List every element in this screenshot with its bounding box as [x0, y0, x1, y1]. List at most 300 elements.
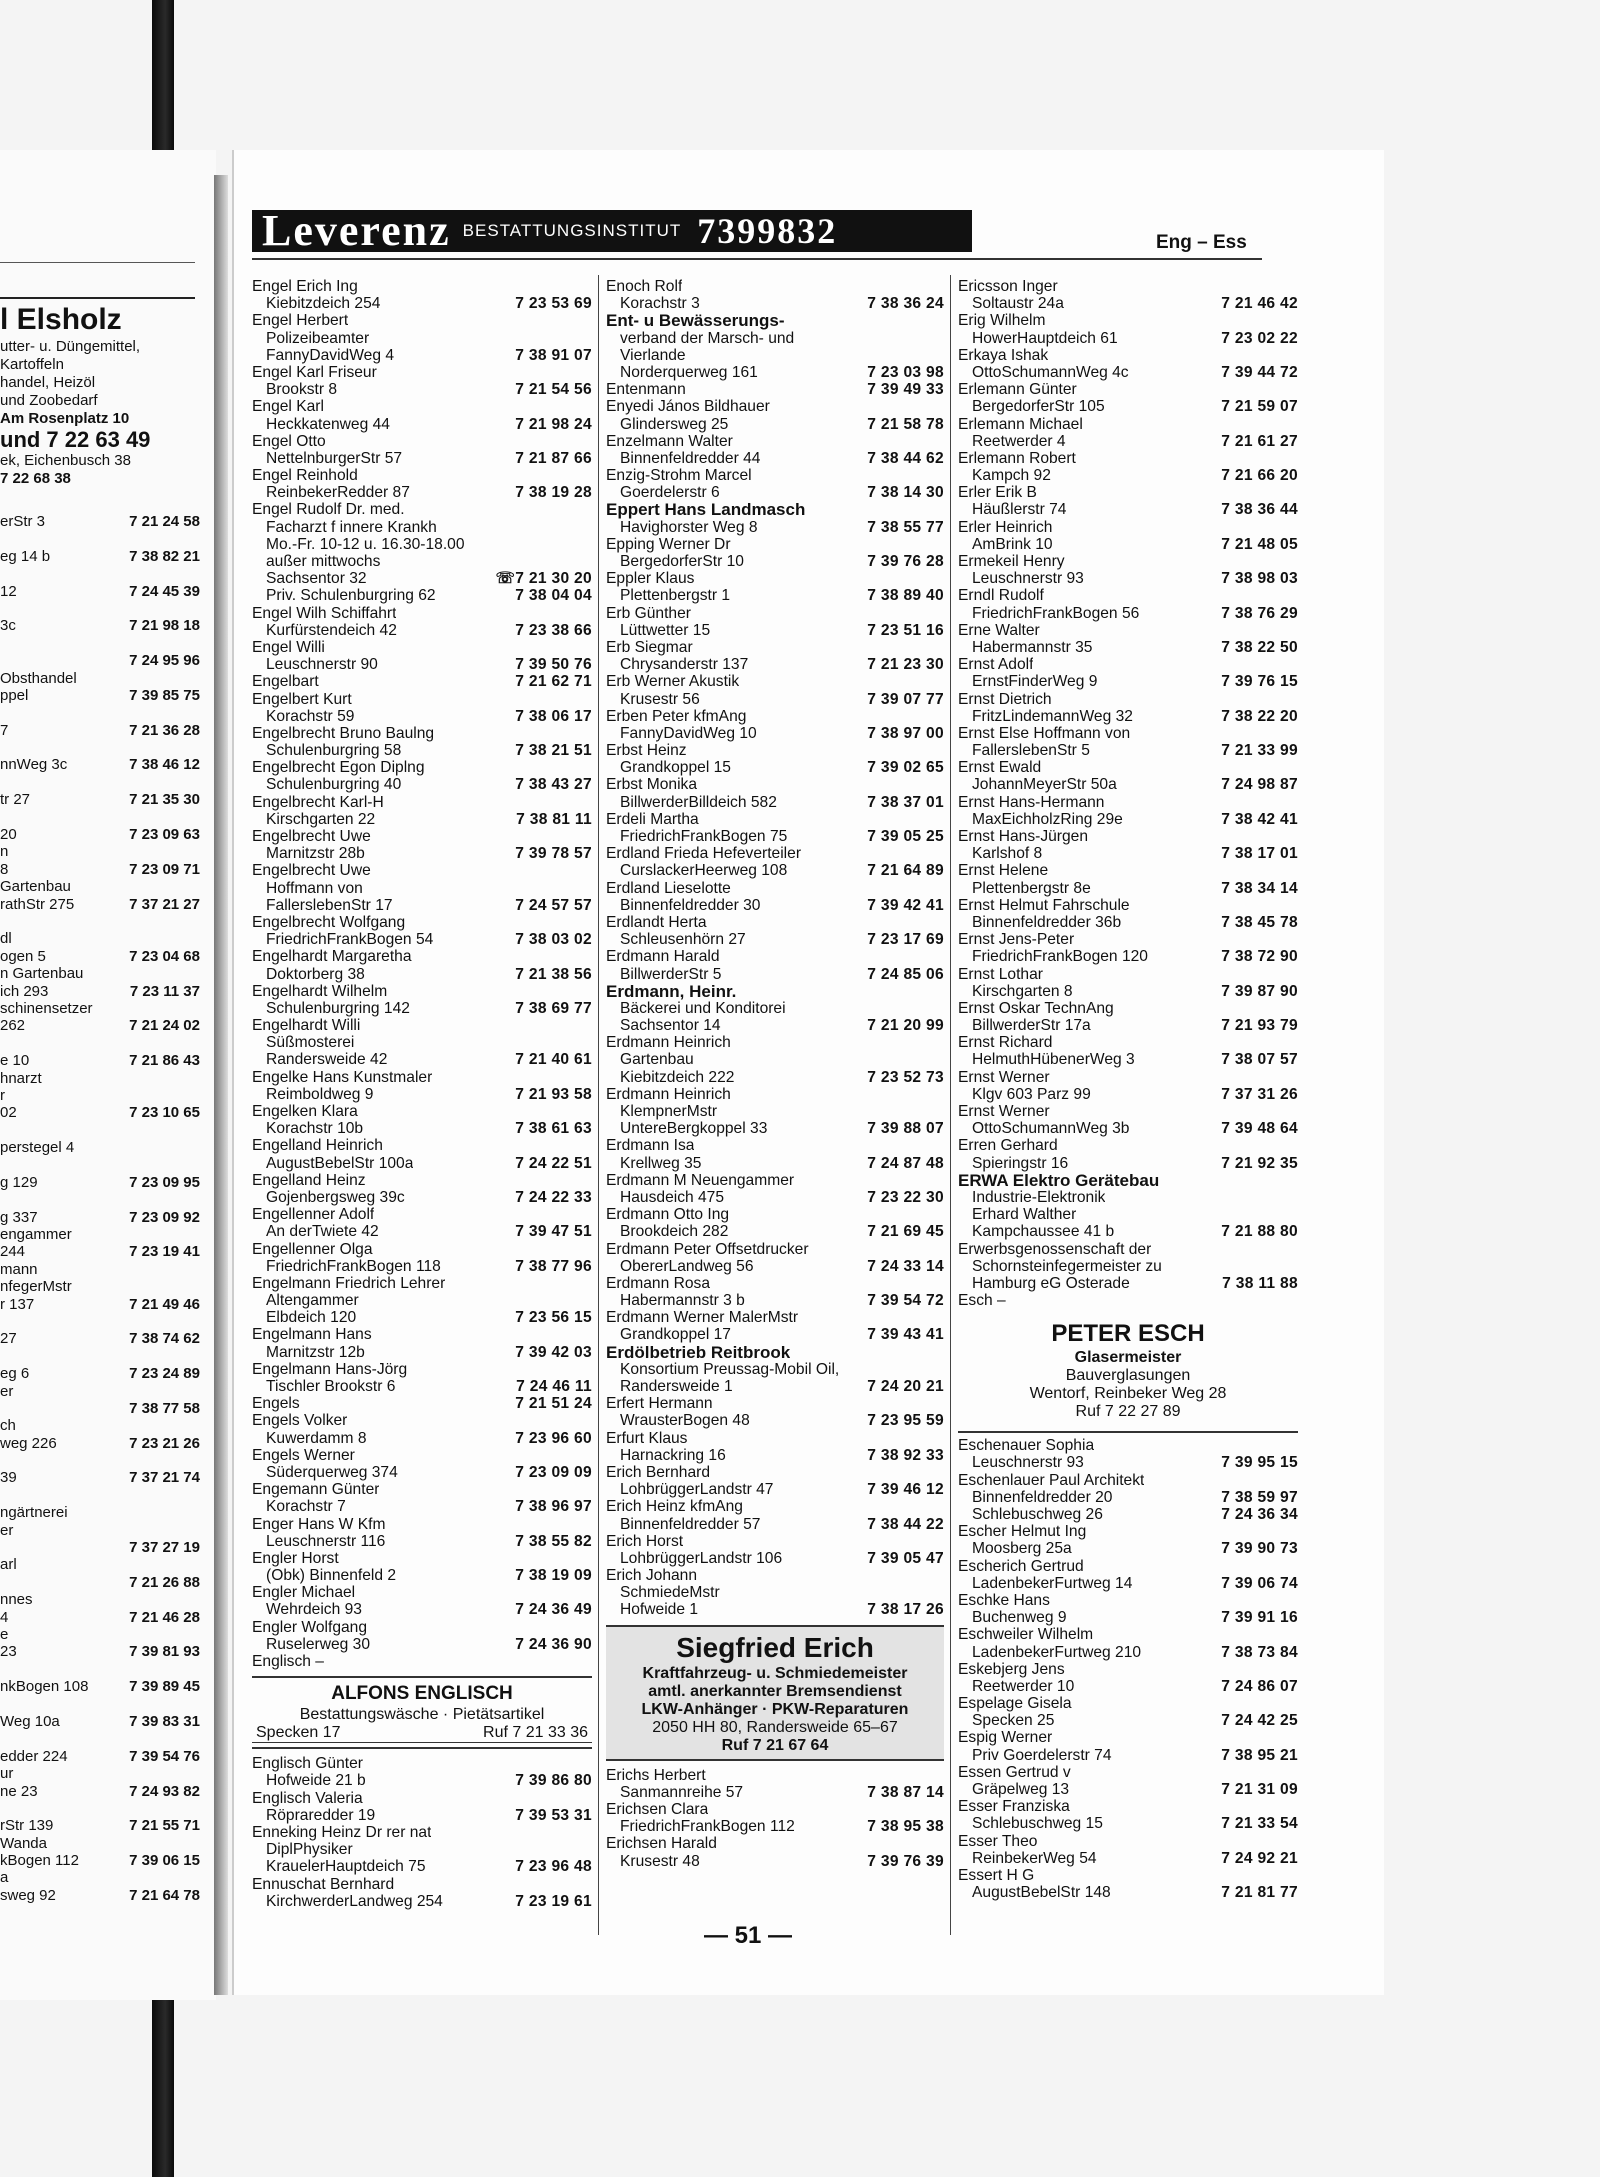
- entry-list: [958, 1437, 1298, 1901]
- prev-entry: [0, 1643, 200, 1660]
- entry-text: Esser Theo: [958, 1832, 1038, 1850]
- entry-phone: 7 24 42 25: [1221, 1712, 1298, 1730]
- entry-phone: [588, 1103, 592, 1120]
- prev-ad-line: utter- u. Düngemittel,: [0, 338, 141, 355]
- directory-entry: [252, 880, 592, 897]
- directory-entry: [252, 1619, 592, 1636]
- prev-entry-text: kBogen 112: [0, 1852, 79, 1870]
- prev-entry-phone: 7 23 09 63: [129, 826, 200, 844]
- entry-phone: [588, 501, 592, 518]
- entry-phone: [940, 536, 944, 553]
- entry-text: Engelke Hans Kunstmaler: [252, 1068, 433, 1086]
- prev-entry-phone: 7 23 09 92: [129, 1208, 200, 1226]
- entry-phone: [1294, 759, 1298, 776]
- entry-phone: [1294, 1626, 1298, 1643]
- prev-entry: [0, 948, 200, 965]
- prev-entry-text: ur: [0, 1765, 14, 1783]
- entry-phone: 7 38 21 51: [515, 742, 592, 760]
- entry-phone: 7 24 22 51: [515, 1154, 592, 1172]
- directory-entry: [252, 1498, 592, 1515]
- directory-entry: [606, 983, 944, 1000]
- entry-phone: 7 39 05 47: [867, 1549, 944, 1567]
- entry-text: BillwerderStr 5: [620, 965, 722, 983]
- entry-phone: [588, 914, 592, 931]
- directory-entry: [958, 1454, 1298, 1471]
- prev-entry-text: 23: [0, 1643, 17, 1661]
- directory-entry: [252, 398, 592, 415]
- entry-phone: [588, 1069, 592, 1086]
- entry-phone: [588, 1653, 592, 1670]
- directory-entry: [252, 1051, 592, 1068]
- entry-text: Korachstr 7: [266, 1498, 346, 1516]
- entry-text: OttoSchumannWeg 4c: [972, 363, 1129, 381]
- entry-phone: 7 39 53 31: [515, 1806, 592, 1824]
- directory-entry: [252, 1275, 592, 1292]
- entry-text: Engellenner Olga: [252, 1240, 373, 1258]
- prev-entry-phone: 7 38 74 62: [129, 1330, 200, 1348]
- entry-text: Marnitzstr 28b: [266, 845, 365, 863]
- entry-phone: 7 38 73 84: [1221, 1643, 1298, 1661]
- entry-phone: 7 39 91 16: [1221, 1609, 1298, 1627]
- entry-phone: 7 38 98 03: [1221, 570, 1298, 588]
- entry-text: Wehrdeich 93: [266, 1601, 362, 1619]
- prev-entry: [0, 1591, 200, 1608]
- entry-text: Korachstr 3: [620, 295, 700, 313]
- prev-entry: [0, 670, 200, 687]
- directory-entry: [252, 1430, 592, 1447]
- entry-phone: [1294, 1661, 1298, 1678]
- entry-phone: 7 38 95 38: [867, 1818, 944, 1836]
- entry-text: Leuschnerstr 116: [266, 1532, 386, 1550]
- directory-entry: [252, 1378, 592, 1395]
- directory-entry: [958, 1137, 1298, 1154]
- directory-entry: [252, 828, 592, 845]
- entry-text: ReinbekerRedder 87: [266, 484, 410, 502]
- directory-entry: [252, 862, 592, 879]
- directory-entry: [958, 914, 1298, 931]
- prev-entry: [0, 600, 200, 617]
- entry-list: [252, 1755, 592, 1910]
- entry-text: Bäckerei und Konditorei: [620, 999, 786, 1017]
- entry-phone: [940, 1344, 944, 1361]
- prev-entry: [0, 1035, 200, 1052]
- entry-phone: [588, 1412, 592, 1429]
- entry-text: außer mittwochs: [266, 553, 381, 570]
- entry-text: Ernst Richard: [958, 1034, 1053, 1052]
- entry-phone: [940, 433, 944, 450]
- entry-phone: 7 38 55 77: [867, 518, 944, 536]
- entry-phone: [1294, 725, 1298, 742]
- entry-phone: 7 21 93 58: [515, 1085, 592, 1103]
- entry-text: DiplPhysiker: [266, 1841, 353, 1859]
- entry-text: Engelbrecht Wolfgang: [252, 913, 406, 931]
- directory-entry: [958, 381, 1298, 398]
- entry-text: Englisch –: [252, 1653, 324, 1670]
- entry-text: Reetwerder 10: [972, 1677, 1075, 1695]
- entry-text: Engelhardt Willi: [252, 1017, 361, 1035]
- entry-text: Erdmann Werner MalerMstr: [606, 1309, 799, 1327]
- directory-entry: [958, 1626, 1298, 1643]
- entry-text: Erfurt Klaus: [606, 1429, 688, 1447]
- directory-entry: [958, 553, 1298, 570]
- column-3: [958, 278, 1298, 1901]
- entry-phone: [1294, 1523, 1298, 1540]
- prev-entry-text: edder 224: [0, 1747, 68, 1765]
- prev-entry: [0, 1261, 200, 1278]
- entry-phone: [940, 708, 944, 725]
- prev-entry: [0, 1139, 200, 1156]
- directory-entry: [958, 1575, 1298, 1592]
- prev-entry-text: r: [0, 1086, 5, 1104]
- entry-phone: 7 38 11 88: [1222, 1274, 1298, 1292]
- entry-text: Erichs Herbert: [606, 1766, 706, 1784]
- directory-entry: [252, 1189, 592, 1206]
- entry-phone: 7 24 33 14: [867, 1257, 944, 1275]
- directory-entry: [958, 983, 1298, 1000]
- directory-entry: [606, 708, 944, 725]
- entry-text: BillwerderBilldeich 582: [620, 793, 777, 811]
- directory-entry: [252, 1636, 592, 1653]
- entry-text: Engel Reinhold: [252, 467, 358, 485]
- entry-phone: [940, 983, 944, 1000]
- entry-text: Engel Willi: [252, 638, 325, 656]
- entry-text: Erben Peter kfmAng: [606, 707, 747, 725]
- entry-text: Schlebuschweg 26: [972, 1506, 1103, 1523]
- entry-phone: 7 23 09 09: [515, 1463, 592, 1481]
- directory-entry: [252, 278, 592, 295]
- entry-text: LadenbekerFurtweg 210: [972, 1643, 1142, 1661]
- prev-entry: [0, 896, 200, 913]
- entry-text: Ernst Jens-Peter: [958, 931, 1075, 949]
- directory-entry: [252, 811, 592, 828]
- entry-text: Engel Wilh Schiffahrt: [252, 604, 397, 622]
- prev-entry: [0, 1852, 200, 1869]
- directory-entry: [252, 1550, 592, 1567]
- ad-phone: Ruf 7 21 33 36: [483, 1724, 588, 1742]
- prev-entry-text: Wanda: [0, 1834, 47, 1852]
- entry-text: Erb Günther: [606, 604, 691, 622]
- directory-entry: [958, 587, 1298, 604]
- entry-phone: [940, 1361, 944, 1378]
- directory-entry: [252, 1824, 592, 1841]
- page-gutter: [214, 175, 228, 1995]
- directory-entry: [606, 1481, 944, 1498]
- entry-phone: 7 23 96 48: [515, 1858, 592, 1876]
- prev-entry-phone: 7 39 81 93: [129, 1643, 200, 1661]
- directory-entry: [606, 1447, 944, 1464]
- directory-entry: [252, 570, 592, 587]
- entry-phone: [1294, 1472, 1298, 1489]
- entry-phone: 7 38 91 07: [515, 346, 592, 364]
- entry-phone: [940, 467, 944, 484]
- prev-entry: [0, 1400, 200, 1417]
- entry-text: Eppler Klaus: [606, 570, 695, 588]
- entry-phone: 7 23 03 98: [867, 363, 944, 381]
- entry-phone: [588, 1824, 592, 1841]
- entry-text: Erich Horst: [606, 1532, 684, 1550]
- entry-phone: 7 24 57 57: [515, 896, 592, 914]
- entry-text: BergedorferStr 10: [620, 553, 744, 570]
- directory-entry: [252, 931, 592, 948]
- prev-entry-phone: 7 39 06 15: [129, 1852, 200, 1870]
- leverenz-banner-ad: [252, 206, 972, 255]
- directory-entry: [606, 1241, 944, 1258]
- directory-entry: [958, 639, 1298, 656]
- entry-phone: [1294, 347, 1298, 364]
- directory-entry: [252, 639, 592, 656]
- entry-text: Englisch Günter: [252, 1755, 363, 1773]
- directory-entry: [252, 1223, 592, 1240]
- entry-text: Schornsteinfegermeister zu: [972, 1257, 1162, 1275]
- entry-text: Esser Franziska: [958, 1798, 1070, 1816]
- entry-text: Engellenner Adolf: [252, 1206, 375, 1224]
- directory-entry: [958, 312, 1298, 329]
- entry-text: Engelbrecht Uwe: [252, 828, 371, 845]
- entry-phone: [588, 312, 592, 329]
- prev-entry-phone: 7 23 09 71: [129, 860, 200, 878]
- directory-entry: [958, 1729, 1298, 1746]
- prev-entry-phone: 7 21 46 28: [129, 1608, 200, 1626]
- entry-text: Elbdeich 120: [266, 1309, 357, 1327]
- directory-entry: [252, 484, 592, 501]
- directory-entry: [958, 1781, 1298, 1798]
- entry-text: Englisch Valeria: [252, 1789, 363, 1807]
- prev-entry: [0, 565, 200, 582]
- entry-text: Industrie-Elektronik: [972, 1188, 1106, 1206]
- entry-text: An derTwiete 42: [266, 1223, 379, 1241]
- prev-entry: [0, 1417, 200, 1434]
- directory-entry: [958, 1472, 1298, 1489]
- directory-entry: [606, 1412, 944, 1429]
- entry-phone: 7 39 54 72: [867, 1292, 944, 1310]
- entry-phone: [588, 1619, 592, 1636]
- prev-entry: [0, 704, 200, 721]
- prev-entry-text: er: [0, 1521, 14, 1539]
- entry-text: Eskebjerg Jens: [958, 1660, 1065, 1678]
- prev-entry-text: rathStr 275: [0, 895, 75, 913]
- directory-entry: [606, 1017, 944, 1034]
- directory-entry: [606, 966, 944, 983]
- entry-phone: 7 23 96 60: [515, 1429, 592, 1447]
- directory-entry: [606, 691, 944, 708]
- directory-entry: [606, 1275, 944, 1292]
- prev-entry: [0, 1191, 200, 1208]
- prev-entry: [0, 1452, 200, 1469]
- directory-entry: [606, 501, 944, 518]
- directory-entry: [958, 880, 1298, 897]
- entry-text: Specken 25: [972, 1712, 1055, 1730]
- directory-entry: [252, 1533, 592, 1550]
- entry-phone: 7 38 17 26: [867, 1601, 944, 1619]
- entry-phone: [940, 811, 944, 828]
- entry-phone: 7 21 93 79: [1221, 1017, 1298, 1035]
- entry-phone: [1294, 1798, 1298, 1815]
- directory-entry: [958, 862, 1298, 879]
- entry-phone: [588, 1137, 592, 1154]
- entry-text: Engels: [252, 1395, 300, 1413]
- prev-entry-phone: 7 24 45 39: [129, 582, 200, 600]
- entry-phone: [940, 948, 944, 965]
- entry-text: Ennuschat Bernhard: [252, 1875, 395, 1893]
- directory-entry: [252, 312, 592, 329]
- entry-text: Erlemann Robert: [958, 449, 1076, 467]
- entry-text: Erlemann Michael: [958, 415, 1083, 433]
- entry-text: Tischler Brookstr 6: [266, 1378, 396, 1395]
- entry-text: ERWA Elektro Gerätebau: [958, 1171, 1160, 1189]
- entry-phone: [940, 639, 944, 656]
- directory-entry: [606, 1000, 944, 1017]
- prev-entry: [0, 1296, 200, 1313]
- directory-entry: [958, 845, 1298, 862]
- entry-phone: 7 21 33 99: [1221, 742, 1298, 760]
- prev-entry-text: 262: [0, 1017, 26, 1035]
- directory-entry: [606, 1567, 944, 1584]
- entry-text: Soltaustr 24a: [972, 295, 1064, 313]
- directory-entry: [252, 1017, 592, 1034]
- entry-text: Erbst Monika: [606, 776, 697, 794]
- entry-text: Krellweg 35: [620, 1154, 702, 1172]
- entry-text: Chrysanderstr 137: [620, 656, 749, 674]
- directory-entry: [606, 656, 944, 673]
- prev-entry-text: ich 293: [0, 982, 49, 1000]
- directory-entry: [958, 1172, 1298, 1189]
- entry-text: FriedrichFrankBogen 54: [266, 931, 434, 949]
- entry-phone: [588, 519, 592, 536]
- prev-entry: [0, 774, 200, 791]
- prev-entry: [0, 1696, 200, 1713]
- entry-phone: [940, 1137, 944, 1154]
- prev-entry: [0, 1869, 200, 1886]
- entry-phone: [588, 1017, 592, 1034]
- entry-text: Kiebitzdeich 254: [266, 295, 381, 313]
- prev-entry: [0, 739, 200, 756]
- entry-phone: [588, 364, 592, 381]
- entry-phone: [940, 312, 944, 329]
- directory-entry: [606, 587, 944, 604]
- prev-entry: [0, 878, 200, 895]
- prev-entry: [0, 1313, 200, 1330]
- prev-entry-text: er: [0, 1382, 14, 1400]
- directory-entry: [958, 433, 1298, 450]
- entry-text: FannyDavidWeg 4: [266, 346, 394, 364]
- entry-text: LohbrüggerLandstr 47: [620, 1481, 774, 1499]
- entry-phone: 7 38 87 14: [867, 1783, 944, 1801]
- entry-text: Erler Heinrich: [958, 518, 1053, 536]
- entry-phone: [588, 1481, 592, 1498]
- prev-entry-text: 02: [0, 1104, 17, 1122]
- entry-text: Leuschnerstr 90: [266, 656, 378, 674]
- entry-text: Schulenburgring 58: [266, 742, 402, 760]
- entry-text: FriedrichFrankBogen 120: [972, 948, 1148, 966]
- directory-entry: [252, 1481, 592, 1498]
- entry-text: Ernst Lothar: [958, 965, 1043, 983]
- entry-text: Randersweide 1: [620, 1378, 733, 1395]
- prev-entry-phone: 7 21 36 28: [129, 721, 200, 739]
- entry-phone: [940, 1767, 944, 1784]
- prev-entry-phone: 7 39 83 31: [129, 1712, 200, 1730]
- prev-entry-phone: 7 23 10 65: [129, 1104, 200, 1122]
- entry-text: BillwerderStr 17a: [972, 1017, 1091, 1035]
- directory-entry: [958, 416, 1298, 433]
- entry-text: Engelbrecht Uwe: [252, 862, 371, 880]
- prev-entry: [0, 1678, 200, 1695]
- entry-phone: 7 38 36 44: [1221, 501, 1298, 519]
- entry-text: ReinbekerWeg 54: [972, 1849, 1097, 1867]
- prev-entry-phone: 7 24 95 96: [129, 652, 200, 670]
- prev-entry: [0, 1104, 200, 1121]
- directory-entry: [252, 691, 592, 708]
- entry-phone: [940, 570, 944, 587]
- entry-phone: [1294, 1258, 1298, 1275]
- directory-entry: [606, 931, 944, 948]
- prev-entry-text: nfegerMstr: [0, 1278, 72, 1296]
- entry-phone: [940, 278, 944, 295]
- entry-phone: [1294, 1069, 1298, 1086]
- directory-entry: [252, 553, 592, 570]
- entry-phone: 7 38 19 28: [515, 484, 592, 502]
- entry-phone: [1294, 484, 1298, 501]
- entry-phone: 7 24 85 06: [867, 965, 944, 983]
- prev-entry-phone: 7 21 35 30: [129, 791, 200, 809]
- entry-phone: [588, 1447, 592, 1464]
- prev-entry-phone: 7 21 24 02: [129, 1017, 200, 1035]
- prev-entry: [0, 1070, 200, 1087]
- directory-entry: [958, 467, 1298, 484]
- directory-entry: [958, 1833, 1298, 1850]
- prev-entry-list: [0, 513, 200, 1904]
- directory-entry: [606, 1034, 944, 1051]
- entry-text: Enger Hans W Kfm: [252, 1515, 386, 1533]
- entry-text: Escher Helmut Ing: [958, 1523, 1087, 1541]
- entry-text: Engelmann Hans: [252, 1326, 372, 1344]
- prev-entry-phone: 7 37 21 74: [129, 1469, 200, 1487]
- ad-phone: Ruf 7 22 27 89: [1075, 1403, 1181, 1421]
- column-divider: [950, 275, 951, 1935]
- entry-text: Ernst Helmut Fahrschule: [958, 896, 1130, 914]
- prev-entry-phone: 7 38 46 12: [129, 756, 200, 774]
- entry-text: Binnenfeldredder 30: [620, 896, 761, 914]
- directory-entry: [958, 1069, 1298, 1086]
- entry-phone: 7 38 03 02: [515, 931, 592, 949]
- entry-phone: [588, 983, 592, 1000]
- entry-text: Sachsentor 14: [620, 1017, 721, 1035]
- directory-entry: [606, 519, 944, 536]
- directory-entry: [606, 776, 944, 793]
- directory-entry: [606, 725, 944, 742]
- entry-phone: 7 21 69 45: [867, 1223, 944, 1241]
- entry-phone: 7 39 02 65: [867, 759, 944, 777]
- entry-phone: 7 38 36 24: [867, 295, 944, 313]
- ad-address: Specken 17: [256, 1724, 341, 1742]
- entry-text: Kuwerdamm 8: [266, 1429, 367, 1447]
- entry-phone: [940, 914, 944, 931]
- entry-text: Ernst Else Hoffmann von: [958, 724, 1131, 742]
- prev-entry-phone: 7 21 98 18: [129, 617, 200, 635]
- entry-phone: 7 39 49 33: [867, 381, 944, 399]
- entry-text: Enneking Heinz Dr rer nat: [252, 1823, 432, 1841]
- entry-phone: 7 38 72 90: [1221, 948, 1298, 966]
- directory-entry: [252, 1258, 592, 1275]
- directory-entry: [252, 1841, 592, 1858]
- entry-phone: [940, 1034, 944, 1051]
- entry-phone: [1294, 587, 1298, 604]
- entry-phone: 7 38 45 78: [1221, 913, 1298, 931]
- directory-entry: [958, 742, 1298, 759]
- directory-entry: [252, 1034, 592, 1051]
- entry-phone: [940, 1464, 944, 1481]
- directory-entry: [958, 966, 1298, 983]
- entry-text: Kampch 92: [972, 467, 1051, 485]
